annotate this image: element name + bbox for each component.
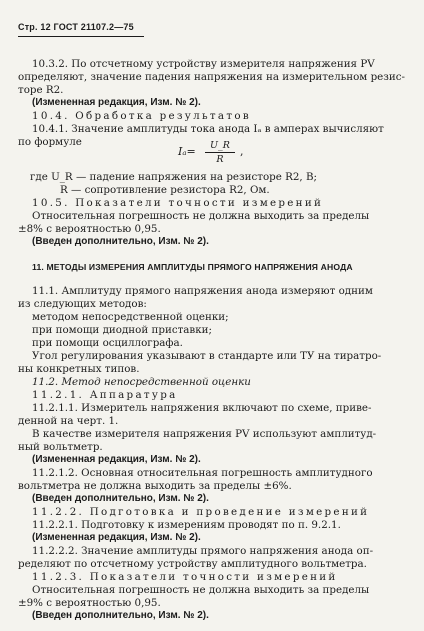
text-line: по формуле: [18, 136, 82, 148]
text-line: при помощи диодной приставки;: [32, 324, 212, 336]
amendment-note: (Измененная редакция, Изм. № 2).: [32, 532, 201, 543]
formula-fraction: [205, 140, 235, 165]
formula-lhs: Iₐ=: [178, 145, 196, 158]
text-line: торе R2.: [18, 84, 64, 96]
text-line: методом непосредственной оценки;: [32, 311, 229, 323]
text-line: Угол регулирования указывают в стандарте или ТУ на тиратро-: [32, 350, 382, 362]
text-line: 11.2.1.2. Основная относительная погрешность амплитудного: [32, 467, 373, 479]
subsection-heading: 11.2. Метод непосредственной оценки: [32, 376, 251, 388]
section-heading: 11.2.3. Показатели точности измерений: [32, 571, 338, 583]
header-rule: [18, 36, 144, 37]
text-line: при помощи осциллографа.: [32, 337, 183, 349]
text-line: Относительная погрешность не должна выходить за пределы: [32, 210, 370, 222]
text-line: 11.2.2.2. Значение амплитуды прямого напряжения анода оп-: [32, 545, 374, 557]
text-line: Относительная погрешность не должна выходить за пределы: [32, 584, 370, 596]
text-line: определяют, значение падения напряжения на измерительном резис-: [18, 71, 405, 83]
text-line: 11.2.2.1. Подготовку к измерениям проводят по п. 9.2.1.: [32, 519, 341, 531]
amendment-note: (Введен дополнительно, Изм. № 2).: [32, 236, 209, 247]
text-line: 10.4.1. Значение амплитуды тока анода Iₐ в амперах вычисляют: [32, 123, 384, 135]
amendment-note: (Введен дополнительно, Изм. № 2).: [32, 610, 209, 621]
text-line: ределяют по отсчетному устройству амплитудного вольтметра.: [18, 558, 367, 570]
text-line: ±8% с вероятностью 0,95.: [18, 223, 161, 235]
text-line: денной на черт. 1.: [18, 415, 119, 427]
amendment-note: (Измененная редакция, Изм. № 2).: [32, 454, 201, 465]
text-line: 11.2.1.1. Измеритель напряжения включают по схеме, приве-: [32, 402, 372, 414]
section-title: 11. МЕТОДЫ ИЗМЕРЕНИЯ АМПЛИТУДЫ ПРЯМОГО НАПРЯЖЕНИЯ АНОДА: [32, 262, 353, 272]
formula-denominator: R: [216, 154, 224, 165]
text-line: из следующих методов:: [18, 298, 147, 310]
text-line: R — сопротивление резистора R2, Ом.: [60, 184, 270, 196]
text-line: вольтметра не должна выходить за пределы ±6%.: [18, 480, 292, 492]
text-line: ны конкретных типов.: [18, 363, 140, 375]
text-line: где U_R — падение напряжения на резисторе R2, В;: [30, 171, 318, 183]
section-heading: 11.2.2. Подготовка и проведение измерений: [32, 506, 370, 518]
formula-comma: ,: [240, 145, 244, 158]
text-line: 10.3.2. По отсчетному устройству измерителя напряжения PV: [32, 58, 375, 70]
amendment-note: (Введен дополнительно, Изм. № 2).: [32, 493, 209, 504]
amendment-note: (Измененная редакция, Изм. № 2).: [32, 97, 201, 108]
text-line: 11.1. Амплитуду прямого напряжения анода измеряют одним: [32, 285, 373, 297]
text-line: ±9% с вероятностью 0,95.: [18, 597, 161, 609]
section-heading: 11.2.1. Аппаратура: [32, 389, 178, 401]
text-line: ный вольтметр.: [18, 441, 103, 453]
formula-numerator: U_R: [205, 140, 235, 153]
text-line: В качестве измерителя напряжения PV используют амплитуд-: [32, 428, 377, 440]
page-header: Стр. 12 ГОСТ 21107.2—75: [18, 22, 134, 32]
section-heading: 10.5. Показатели точности измерений: [32, 197, 324, 209]
section-heading: 10.4. Обработка результатов: [32, 110, 251, 122]
